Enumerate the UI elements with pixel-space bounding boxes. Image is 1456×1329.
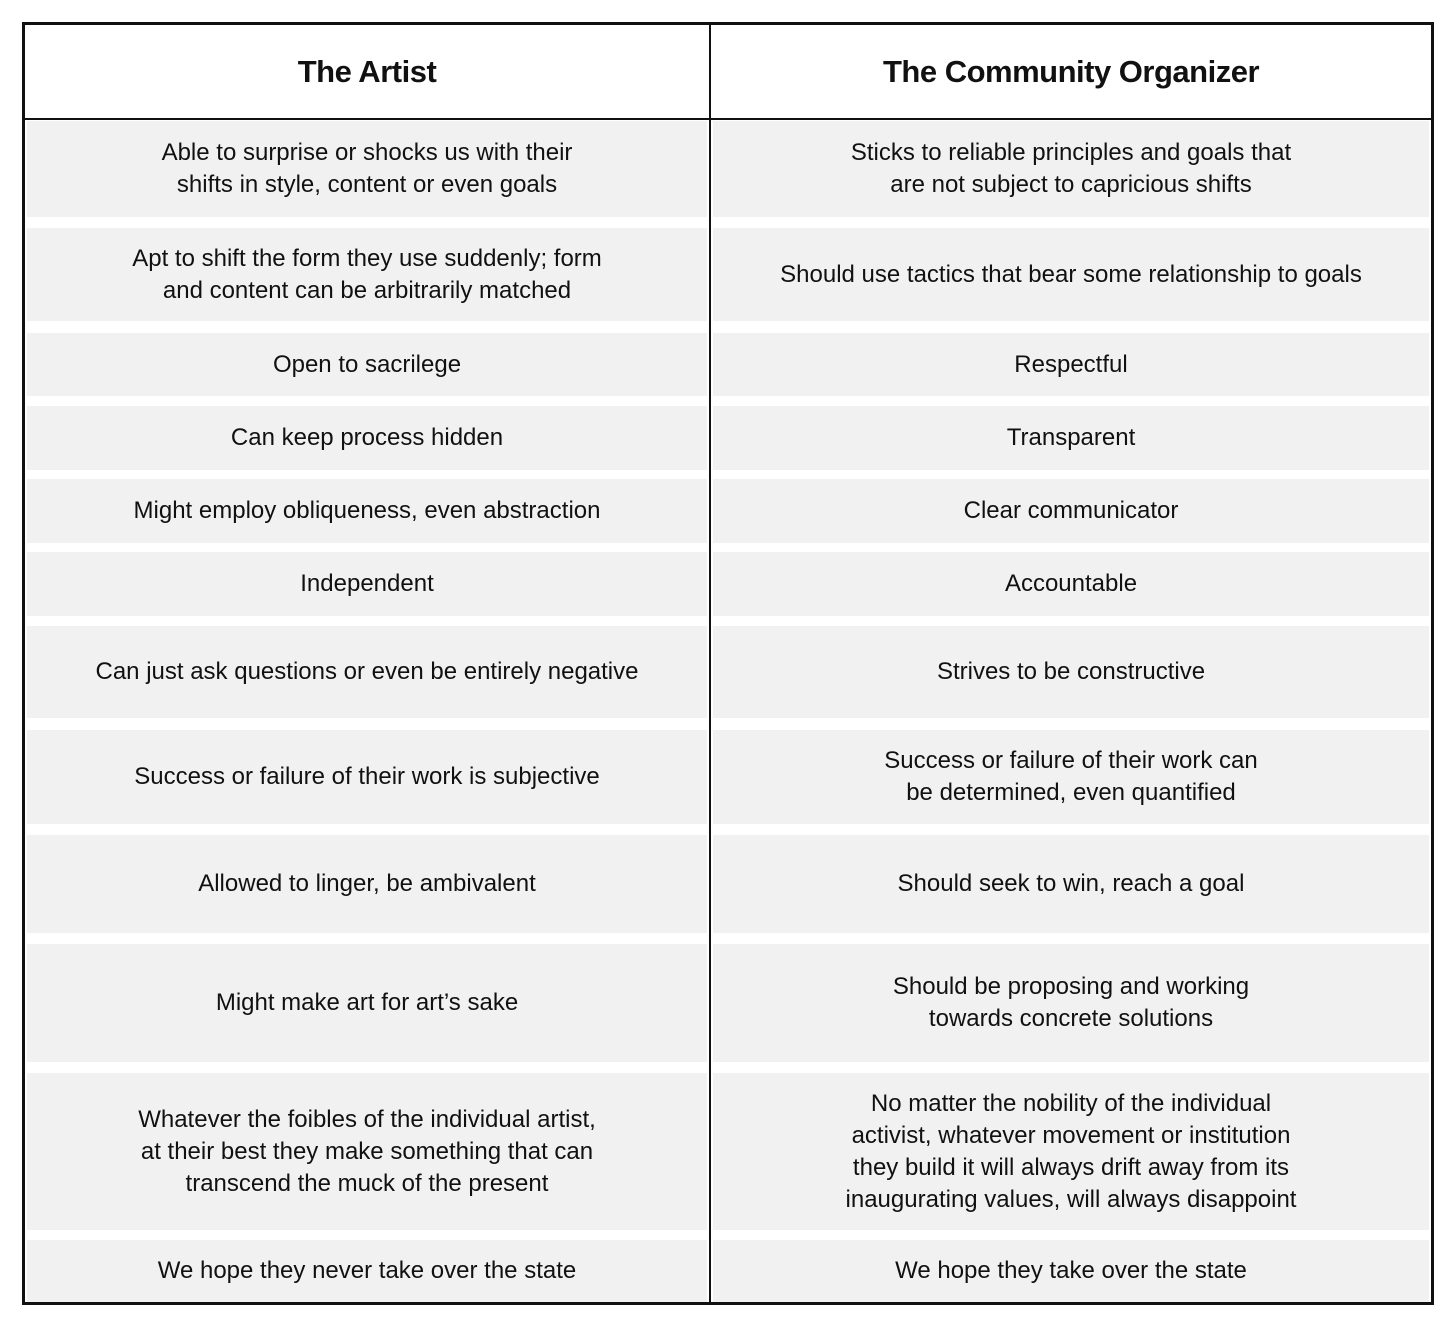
cell-artist-2: Apt to shift the form they use suddenly; form and content can be arbitrarily matched xyxy=(27,228,707,321)
cell-organizer-7: Strives to be constructive xyxy=(713,626,1429,718)
cell-artist-12: We hope they never take over the state xyxy=(27,1240,707,1302)
cell-organizer-9: Should seek to win, reach a goal xyxy=(713,835,1429,933)
comparison-table xyxy=(22,22,1434,1305)
cell-organizer-1: Sticks to reliable principles and goals that are not subject to capricious shifts xyxy=(713,121,1429,217)
cell-artist-11: Whatever the foibles of the individual artist, at their best they make something that can transcend the muck of the present xyxy=(27,1073,707,1230)
cell-organizer-4: Transparent xyxy=(713,406,1429,470)
cell-organizer-11: No matter the nobility of the individual activist, whatever movement or institution they build it will always drift away from its inaugurating values, will always disappoint xyxy=(713,1073,1429,1230)
column-divider xyxy=(709,25,711,1302)
cell-artist-1: Able to surprise or shocks us with their shifts in style, content or even goals xyxy=(27,121,707,217)
cell-organizer-8: Success or failure of their work can be determined, even quantified xyxy=(713,730,1429,824)
cell-artist-9: Allowed to linger, be ambivalent xyxy=(27,835,707,933)
cell-organizer-10: Should be proposing and working towards concrete solutions xyxy=(713,944,1429,1062)
cell-artist-5: Might employ obliqueness, even abstraction xyxy=(27,479,707,543)
cell-organizer-3: Respectful xyxy=(713,333,1429,396)
cell-artist-6: Independent xyxy=(27,552,707,616)
header-artist: The Artist xyxy=(297,53,437,89)
cell-artist-7: Can just ask questions or even be entirely negative xyxy=(27,626,707,718)
cell-artist-10: Might make art for art’s sake xyxy=(27,944,707,1062)
header-community-organizer: The Community Organizer xyxy=(882,53,1260,89)
cell-organizer-5: Clear communicator xyxy=(713,479,1429,543)
cell-artist-8: Success or failure of their work is subjective xyxy=(27,730,707,824)
cell-organizer-12: We hope they take over the state xyxy=(713,1240,1429,1302)
cell-artist-3: Open to sacrilege xyxy=(27,333,707,396)
cell-artist-4: Can keep process hidden xyxy=(27,406,707,470)
cell-organizer-2: Should use tactics that bear some relationship to goals xyxy=(713,228,1429,321)
header-divider xyxy=(25,118,1431,120)
cell-organizer-6: Accountable xyxy=(713,552,1429,616)
